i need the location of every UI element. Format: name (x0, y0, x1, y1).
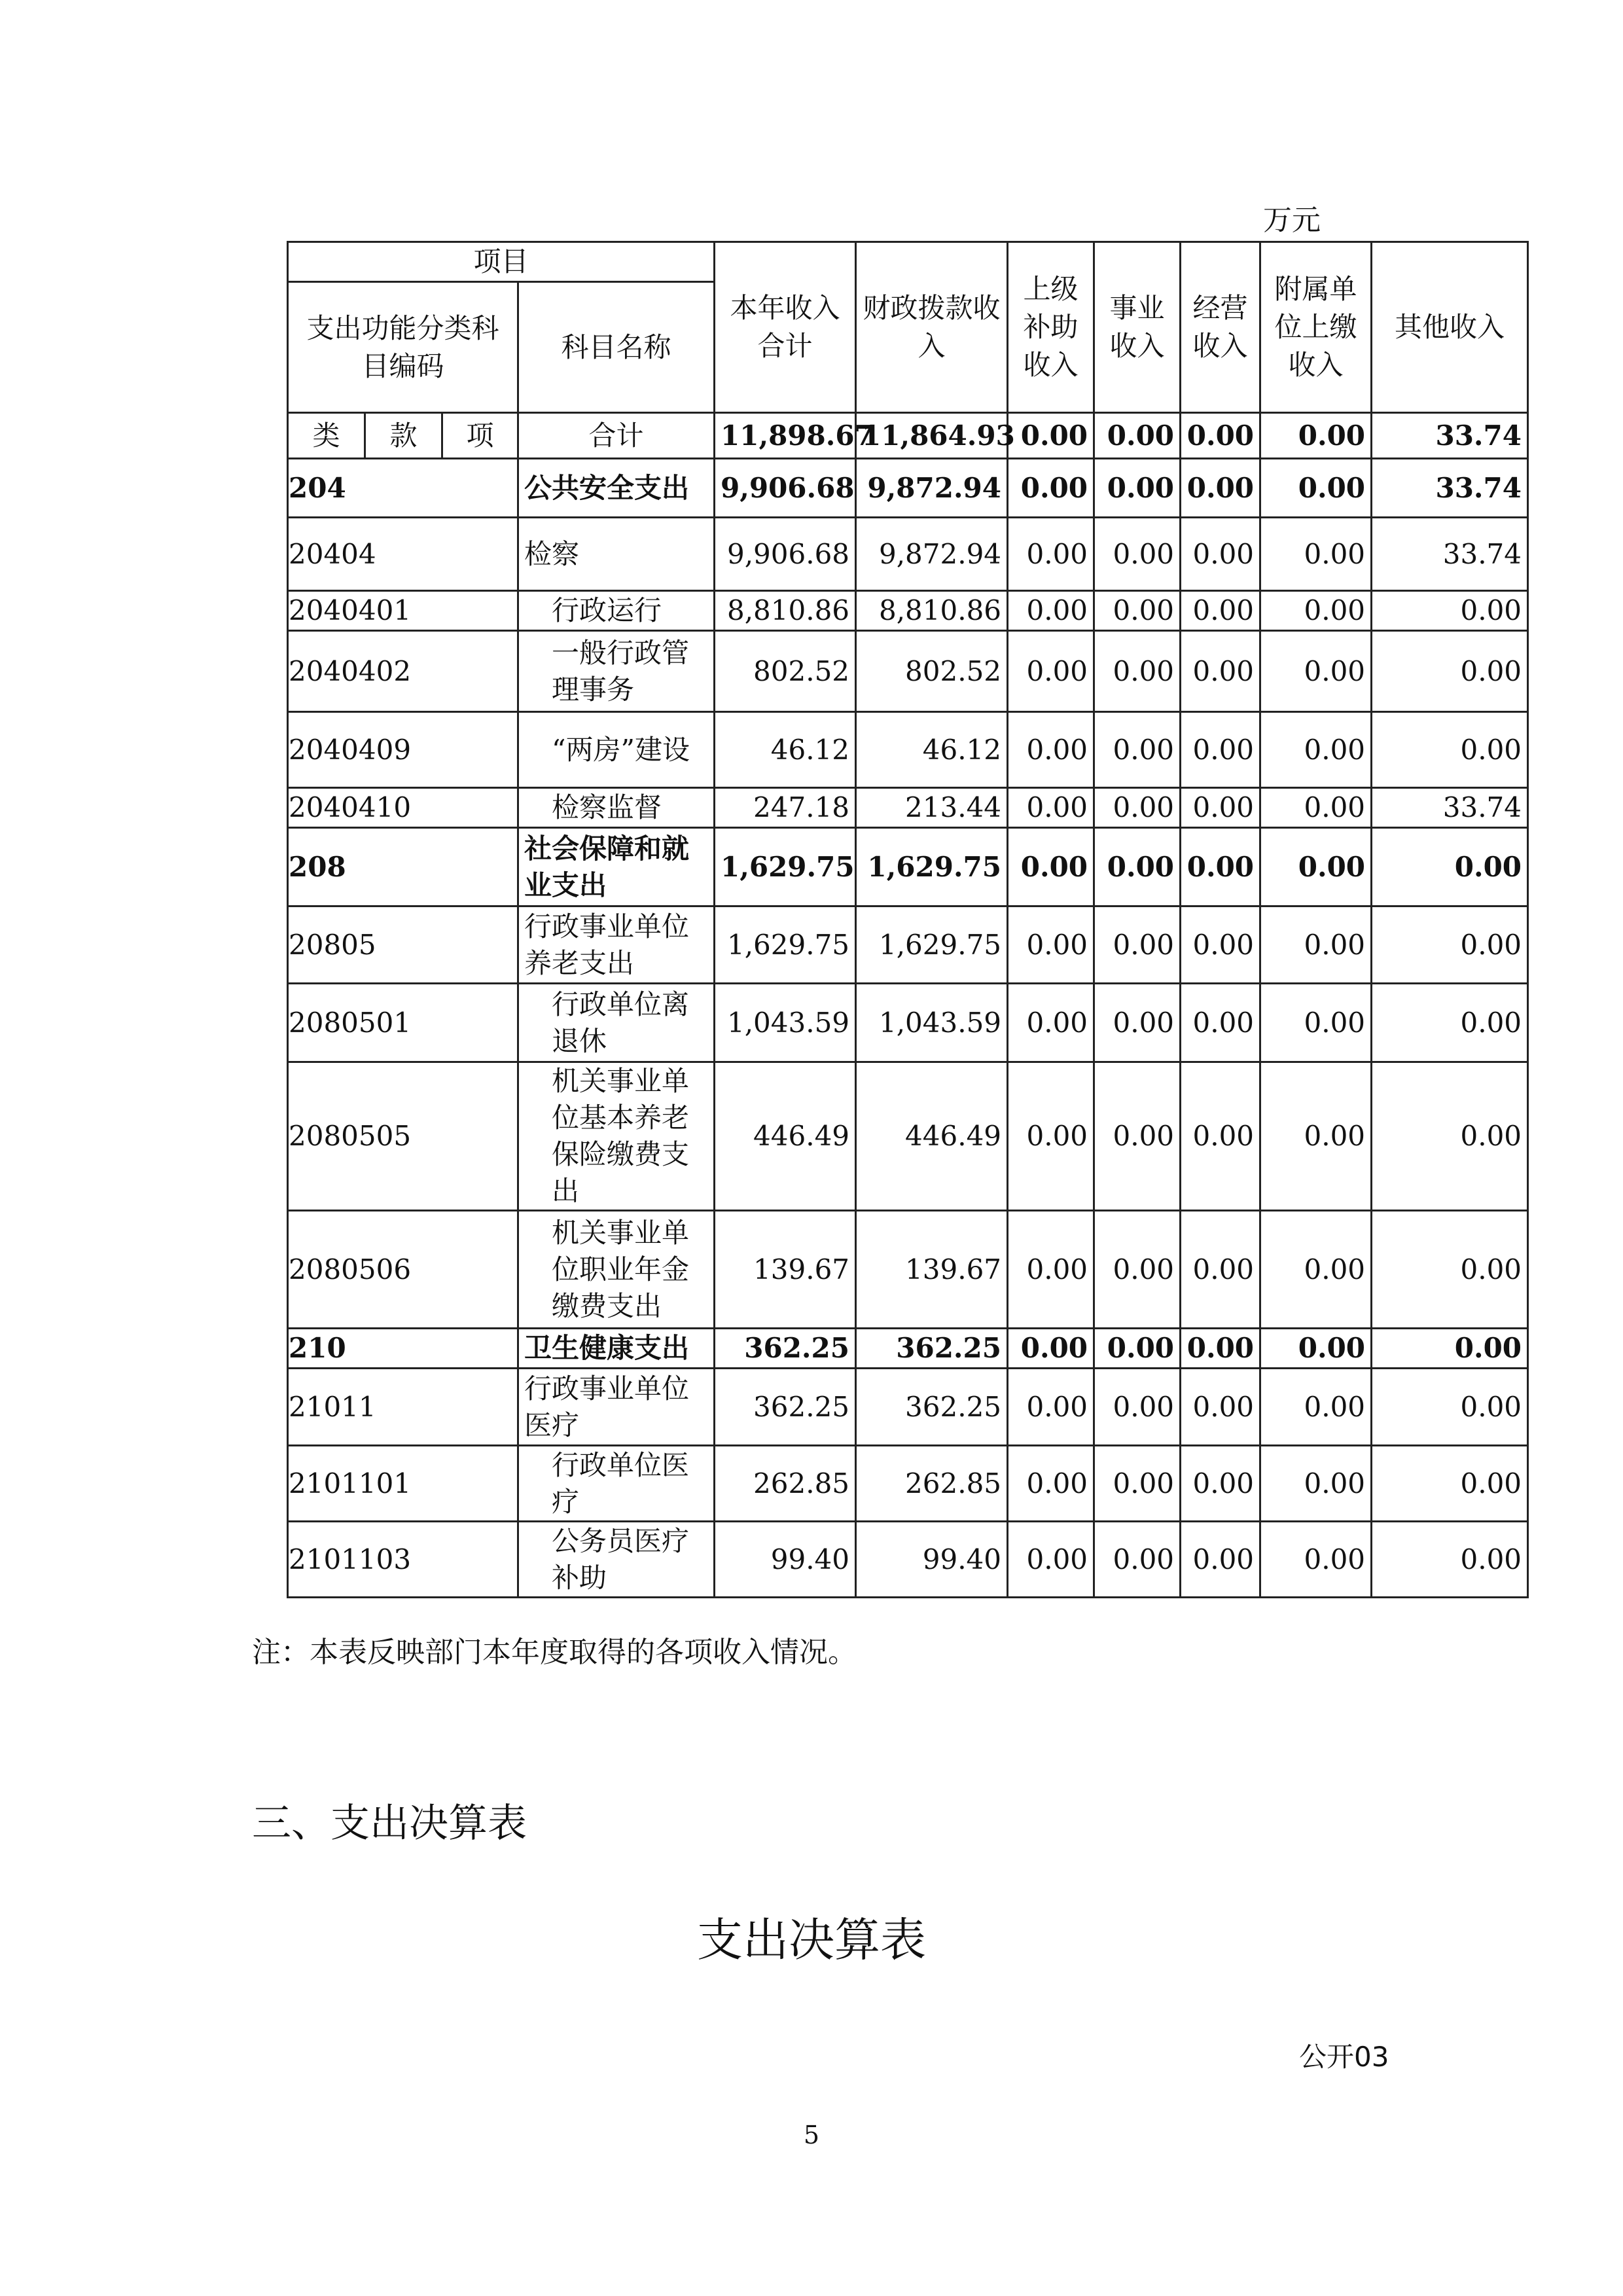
row-value: 0.00 (1260, 459, 1372, 518)
total-value: 0.00 (1094, 413, 1181, 459)
row-value: 0.00 (1260, 1369, 1372, 1446)
row-value: 33.74 (1372, 518, 1528, 591)
row-value: 446.49 (856, 1062, 1008, 1211)
row-name: 公务员医疗补助 (518, 1522, 715, 1598)
row-name: 行政事业单位医疗 (518, 1369, 715, 1446)
row-value: 0.00 (1094, 906, 1181, 984)
header-upper: 上级补助收入 (1008, 242, 1094, 413)
row-value: 0.00 (1181, 788, 1260, 828)
row-value: 0.00 (1008, 712, 1094, 788)
row-value: 0.00 (1372, 1062, 1528, 1211)
row-value: 0.00 (1181, 712, 1260, 788)
row-value: 0.00 (1008, 459, 1094, 518)
header-project: 项目 (288, 242, 715, 282)
header-row-project (288, 242, 1528, 282)
row-value: 0.00 (1372, 1211, 1528, 1329)
table-row (288, 712, 1528, 788)
table-row (288, 518, 1528, 591)
table-row (288, 788, 1528, 828)
row-value: 0.00 (1260, 1211, 1372, 1329)
row-value: 0.00 (1008, 631, 1094, 712)
next-table-code: 公开03 (1299, 2041, 1389, 2073)
row-value: 247.18 (715, 788, 856, 828)
row-value: 0.00 (1181, 1329, 1260, 1369)
row-code: 2080506 (288, 1211, 518, 1329)
row-name: 卫生健康支出 (518, 1329, 715, 1369)
row-value: 262.85 (856, 1446, 1008, 1522)
row-code: 2101101 (288, 1446, 518, 1522)
table-row (288, 906, 1528, 984)
total-value: 0.00 (1008, 413, 1094, 459)
table-row (288, 1522, 1528, 1598)
row-value: 1,629.75 (856, 906, 1008, 984)
row-value: 1,043.59 (856, 984, 1008, 1062)
row-name: 行政单位医疗 (518, 1446, 715, 1522)
total-value: 11,898.67 (715, 413, 856, 459)
row-value: 362.25 (856, 1329, 1008, 1369)
row-value: 0.00 (1094, 1369, 1181, 1446)
row-value: 0.00 (1372, 631, 1528, 712)
table-row (288, 828, 1528, 906)
row-value: 0.00 (1181, 518, 1260, 591)
row-value: 0.00 (1008, 1446, 1094, 1522)
row-code: 208 (288, 828, 518, 906)
row-value: 0.00 (1094, 631, 1181, 712)
row-value: 0.00 (1181, 984, 1260, 1062)
table-row (288, 591, 1528, 631)
table-row (288, 1329, 1528, 1369)
row-code: 20404 (288, 518, 518, 591)
row-value: 139.67 (856, 1211, 1008, 1329)
row-value: 9,872.94 (856, 459, 1008, 518)
row-value: 9,872.94 (856, 518, 1008, 591)
row-value: 0.00 (1372, 591, 1528, 631)
table-note: 注：本表反映部门本年度取得的各项收入情况。 (252, 1636, 857, 1669)
row-value: 0.00 (1094, 984, 1181, 1062)
row-code: 20805 (288, 906, 518, 984)
table-row (288, 1062, 1528, 1211)
row-code: 21011 (288, 1369, 518, 1446)
row-name: 公共安全支出 (518, 459, 715, 518)
header-total: 本年收入合计 (715, 242, 856, 413)
unit-label: 万元 (1263, 204, 1321, 237)
row-value: 0.00 (1094, 591, 1181, 631)
income-statement-table (287, 241, 1529, 1598)
row-value: 0.00 (1372, 712, 1528, 788)
row-value: 0.00 (1094, 459, 1181, 518)
header-business: 事业收入 (1094, 242, 1181, 413)
row-value: 0.00 (1094, 1522, 1181, 1598)
header-operating: 经营收入 (1181, 242, 1260, 413)
row-value: 46.12 (856, 712, 1008, 788)
row-value: 0.00 (1260, 518, 1372, 591)
row-value: 0.00 (1181, 631, 1260, 712)
row-value: 0.00 (1181, 1446, 1260, 1522)
row-value: 8,810.86 (856, 591, 1008, 631)
row-value: 99.40 (856, 1522, 1008, 1598)
row-name: 一般行政管理事务 (518, 631, 715, 712)
row-value: 0.00 (1372, 1369, 1528, 1446)
row-name: 检察监督 (518, 788, 715, 828)
row-code: 2040401 (288, 591, 518, 631)
row-value: 0.00 (1260, 984, 1372, 1062)
row-value: 262.85 (715, 1446, 856, 1522)
row-value: 0.00 (1372, 984, 1528, 1062)
row-value: 0.00 (1181, 1369, 1260, 1446)
row-value: 1,629.75 (856, 828, 1008, 906)
total-value: 0.00 (1260, 413, 1372, 459)
row-value: 1,629.75 (715, 828, 856, 906)
header-other: 其他收入 (1372, 242, 1528, 413)
row-value: 0.00 (1181, 591, 1260, 631)
row-value: 1,043.59 (715, 984, 856, 1062)
row-value: 362.25 (715, 1369, 856, 1446)
row-value: 33.74 (1372, 788, 1528, 828)
row-value: 0.00 (1094, 1329, 1181, 1369)
row-name: 行政运行 (518, 591, 715, 631)
table-row (288, 1446, 1528, 1522)
row-value: 0.00 (1260, 631, 1372, 712)
row-value: 0.00 (1181, 459, 1260, 518)
row-value: 0.00 (1260, 828, 1372, 906)
row-value: 1,629.75 (715, 906, 856, 984)
row-value: 0.00 (1008, 591, 1094, 631)
row-code: 210 (288, 1329, 518, 1369)
row-value: 33.74 (1372, 459, 1528, 518)
row-value: 802.52 (856, 631, 1008, 712)
row-value: 0.00 (1181, 1211, 1260, 1329)
row-value: 0.00 (1260, 1446, 1372, 1522)
row-value: 9,906.68 (715, 518, 856, 591)
row-value: 0.00 (1094, 1211, 1181, 1329)
row-value: 362.25 (856, 1369, 1008, 1446)
row-value: 0.00 (1260, 1062, 1372, 1211)
row-value: 0.00 (1260, 1522, 1372, 1598)
row-code: 2080501 (288, 984, 518, 1062)
sum-label: 合计 (518, 413, 715, 459)
next-table-title: 支出决算表 (697, 1913, 926, 1967)
row-value: 9,906.68 (715, 459, 856, 518)
row-value: 0.00 (1372, 828, 1528, 906)
header-kuan: 款 (365, 413, 442, 459)
row-value: 0.00 (1260, 1329, 1372, 1369)
row-value: 0.00 (1008, 1062, 1094, 1211)
row-value: 213.44 (856, 788, 1008, 828)
row-value: 0.00 (1008, 906, 1094, 984)
row-value: 0.00 (1181, 1062, 1260, 1211)
row-value: 0.00 (1008, 1211, 1094, 1329)
table-row (288, 984, 1528, 1062)
header-fiscal: 财政拨款收入 (856, 242, 1008, 413)
row-value: 0.00 (1008, 1369, 1094, 1446)
row-value: 0.00 (1260, 712, 1372, 788)
row-value: 0.00 (1094, 788, 1181, 828)
header-affiliated: 附属单位上缴收入 (1260, 242, 1372, 413)
row-name: 行政事业单位养老支出 (518, 906, 715, 984)
row-value: 0.00 (1008, 788, 1094, 828)
row-value: 362.25 (715, 1329, 856, 1369)
row-value: 0.00 (1372, 906, 1528, 984)
row-value: 446.49 (715, 1062, 856, 1211)
section-heading: 三、支出决算表 (252, 1801, 527, 1846)
row-name: 社会保障和就业支出 (518, 828, 715, 906)
row-value: 0.00 (1008, 984, 1094, 1062)
table-row (288, 631, 1528, 712)
row-value: 0.00 (1008, 1522, 1094, 1598)
row-value: 0.00 (1372, 1522, 1528, 1598)
row-value: 0.00 (1181, 906, 1260, 984)
row-value: 46.12 (715, 712, 856, 788)
table-row (288, 459, 1528, 518)
row-value: 99.40 (715, 1522, 856, 1598)
header-code: 支出功能分类科目编码 (288, 282, 518, 413)
row-value: 0.00 (1260, 906, 1372, 984)
row-name: 机关事业单位职业年金缴费支出 (518, 1211, 715, 1329)
row-value: 0.00 (1094, 712, 1181, 788)
row-value: 0.00 (1372, 1446, 1528, 1522)
row-value: 0.00 (1181, 1522, 1260, 1598)
row-value: 139.67 (715, 1211, 856, 1329)
row-value: 0.00 (1181, 828, 1260, 906)
row-value: 802.52 (715, 631, 856, 712)
row-code: 2040409 (288, 712, 518, 788)
row-code: 2040402 (288, 631, 518, 712)
row-code: 2101103 (288, 1522, 518, 1598)
totals-row (288, 413, 1528, 459)
row-value: 0.00 (1008, 828, 1094, 906)
total-value: 11,864.93 (856, 413, 1008, 459)
total-value: 33.74 (1372, 413, 1528, 459)
table-row (288, 1369, 1528, 1446)
row-value: 0.00 (1094, 1062, 1181, 1211)
row-value: 0.00 (1094, 1446, 1181, 1522)
row-name: 行政单位离退休 (518, 984, 715, 1062)
row-name: “两房”建设 (518, 712, 715, 788)
row-value: 0.00 (1260, 788, 1372, 828)
row-name: 检察 (518, 518, 715, 591)
header-name: 科目名称 (518, 282, 715, 413)
page-number: 5 (803, 2121, 820, 2149)
row-value: 8,810.86 (715, 591, 856, 631)
row-code: 204 (288, 459, 518, 518)
header-lei: 类 (288, 413, 365, 459)
table-row (288, 1211, 1528, 1329)
row-code: 2040410 (288, 788, 518, 828)
row-value: 0.00 (1372, 1329, 1528, 1369)
row-name: 机关事业单位基本养老保险缴费支出 (518, 1062, 715, 1211)
total-value: 0.00 (1181, 413, 1260, 459)
header-xiang: 项 (442, 413, 518, 459)
row-value: 0.00 (1094, 518, 1181, 591)
row-value: 0.00 (1094, 828, 1181, 906)
row-value: 0.00 (1008, 1329, 1094, 1369)
row-value: 0.00 (1008, 518, 1094, 591)
row-value: 0.00 (1260, 591, 1372, 631)
row-code: 2080505 (288, 1062, 518, 1211)
